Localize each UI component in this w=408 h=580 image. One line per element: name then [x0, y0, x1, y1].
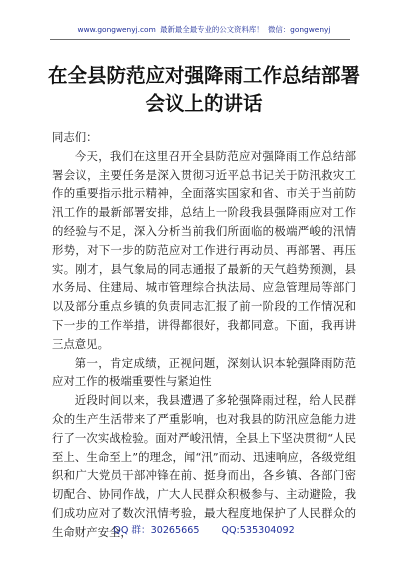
header-site-link[interactable]: www.gongwenyj.com [77, 25, 156, 34]
footer-qq: QQ:535304092 [221, 525, 295, 536]
footer-qq-group: QQ 群：30265665 [113, 525, 200, 536]
section-heading-first: 第一，肯定成绩，正视问题，深刻认识本轮强降雨防范应对工作的极端重要性与紧迫性 [52, 355, 356, 389]
salutation: 同志们： [52, 130, 98, 144]
page-footer [0, 522, 408, 536]
document-title: 在全县防范应对强降雨工作总结部署会议上的讲话 [47, 64, 360, 115]
header-divider [50, 39, 350, 40]
page-header [0, 24, 408, 35]
paragraph-intro: 今天，我们在这里召开全县防范应对强降雨工作总结部署会议，主要任务是深入贯彻习近平总书记关于防汛救灾工作的重要指示批示精神，全面落实国家和省、市关于当前防汛工作的最新部署安排，总结上一阶段我县强降雨应对工作的经验与不足，深入分析当前我们所面临的极端严峻的汛情形势，对下一步的防范应对工作进行再动员、再部署、再压实。刚才，县气象局的同志通报了最新的天气趋势预测，县水务局、住建局、城市管理综合执法局、应急管理局等部门以及部分重点乡镇的负责同志汇报了前一阶段的工作情况和下一步的工作举措，讲得都很好，我都同意。下面，我再讲三点意见。 [52, 148, 356, 351]
header-tagline: 最新最全最专业的公文资料库！ [160, 25, 264, 34]
document-body [52, 128, 356, 542]
paragraph-review: 近段时间以来，我县遭遇了多轮强降雨过程，给人民群众的生产生活带来了严重影响，也对我县的防汛应急能力进行了一次实战检验。面对严峻汛情，全县上下坚决贯彻“人民至上、生命至上”的理念，闻“汛”而动、迅速响应，各级党组织和广大党员干部冲锋在前、挺身而出，各乡镇、各部门密切配合、协同作战，广大人民群众积极参与、主动避险，我们成功应对了数次汛情考验，最大程度地保护了人民群众的生命财产安全， [52, 393, 356, 539]
header-wechat: 微信：gongwenyj [267, 25, 331, 34]
